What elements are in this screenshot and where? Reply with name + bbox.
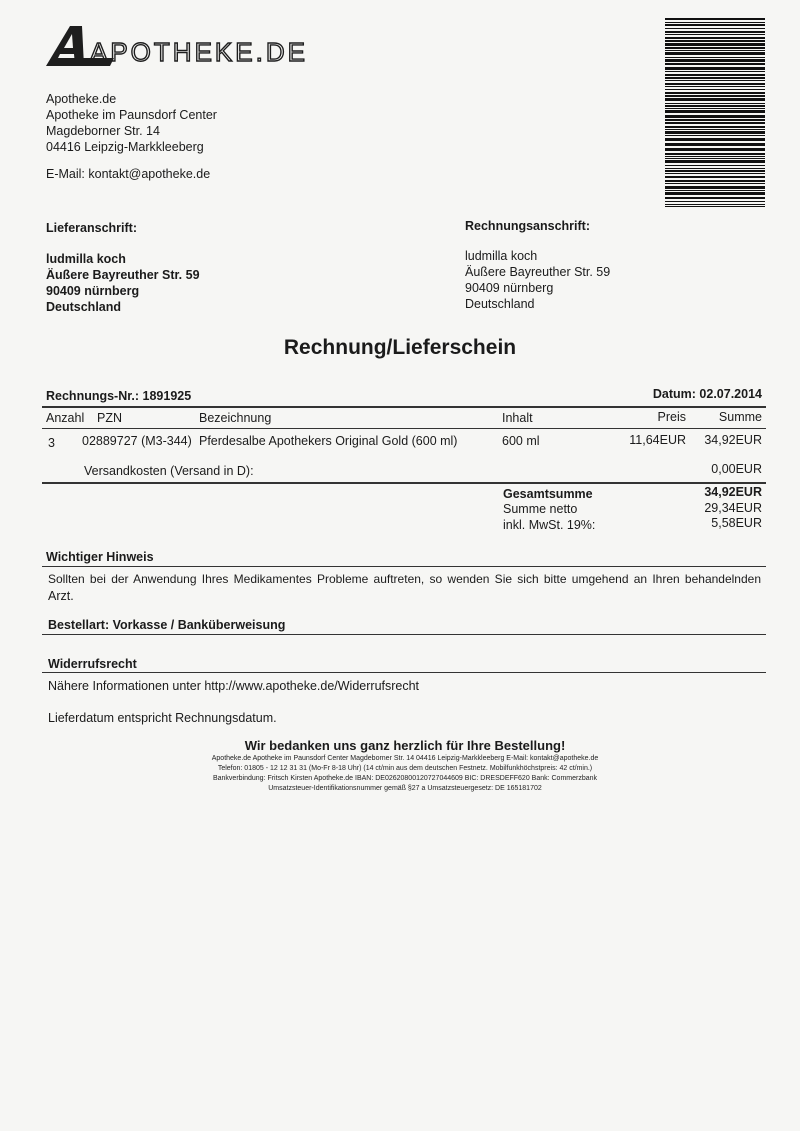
delivery-address-label: Lieferanschrift: <box>46 221 137 235</box>
barcode-bar <box>665 160 765 163</box>
billing-line: 90409 nürnberg <box>465 281 554 295</box>
barcode-bar <box>665 92 765 94</box>
barcode-bar <box>665 129 765 130</box>
billing-line: Äußere Bayreuther Str. 59 <box>465 265 611 279</box>
barcode-bar <box>665 165 765 166</box>
barcode-bar <box>665 74 765 76</box>
barcode-bar <box>665 77 765 79</box>
col-header-pzn: PZN <box>97 411 122 425</box>
apotheke-logo <box>44 22 344 72</box>
barcode-bar <box>665 105 765 107</box>
barcode-bar <box>665 158 765 159</box>
barcode <box>665 18 765 210</box>
barcode-bar <box>665 34 765 35</box>
barcode-bar <box>665 43 765 46</box>
col-header-price: Preis <box>657 410 686 424</box>
barcode-bar <box>665 63 765 65</box>
barcode-bar <box>665 67 765 70</box>
barcode-bar <box>665 50 765 51</box>
document-title: Rechnung/Lieferschein <box>283 336 517 359</box>
order-type: Bestellart: Vorkasse / Banküberweisung <box>48 618 286 632</box>
row-qty: 3 <box>48 436 55 450</box>
barcode-bar <box>665 190 765 191</box>
footer-thanks: Wir bedanken uns ganz herzlich für Ihre Bestellung! <box>244 738 566 753</box>
barcode-bar <box>665 180 765 182</box>
total-vat-label: inkl. MwSt. 19%: <box>503 518 596 532</box>
delivery-line: Äußere Bayreuther Str. 59 <box>46 268 200 282</box>
barcode-bar <box>665 24 765 26</box>
barcode-bar <box>665 80 765 81</box>
delivery-date-note: Lieferdatum entspricht Rechnungsdatum. <box>48 711 277 725</box>
barcode-bar <box>665 31 765 33</box>
barcode-bar <box>665 156 765 157</box>
footer-line: Apotheke.de Apotheke im Paunsdorf Center Magdeborner Str. 14 04416 Leipzig-Markkleeberg E-Mail: kontakt@apotheke.de <box>211 755 599 762</box>
barcode-bar <box>665 204 765 205</box>
barcode-bar <box>665 71 765 72</box>
barcode-bar <box>665 83 765 85</box>
row-price: 11,64EUR <box>629 433 686 447</box>
col-header-sum: Summe <box>718 410 762 424</box>
barcode-bar <box>665 95 765 97</box>
total-net-value: 29,34EUR <box>704 501 762 515</box>
total-gross-value: 34,92EUR <box>704 485 762 499</box>
barcode-bar <box>665 143 765 146</box>
barcode-bar <box>665 52 765 55</box>
notice-text-line1: Sollten bei der Anwendung Ihres Medikamentes Probleme auftreten, so wenden Sie sich bitte umgehend an Ihren behandelnden <box>48 572 761 586</box>
divider <box>42 672 766 673</box>
barcode-bar <box>665 186 765 189</box>
barcode-bar <box>665 18 765 20</box>
divider <box>42 406 766 408</box>
barcode-bar <box>665 183 765 184</box>
barcode-bar <box>665 122 765 124</box>
notice-title: Wichtiger Hinweis <box>46 550 154 564</box>
logo-text: APOTHEKE.DE <box>90 37 308 67</box>
footer-line: Umsatzsteuer-Identifikationsnummer gemäß §27 a Umsatzsteuergesetz: DE 165181702 <box>268 785 542 792</box>
withdrawal-title: Widerrufsrecht <box>48 657 137 671</box>
barcode-bar <box>665 131 765 134</box>
barcode-bar <box>665 192 765 195</box>
sender-line: 04416 Leipzig-Markkleeberg <box>46 140 204 154</box>
barcode-bar <box>665 138 765 141</box>
total-net-label: Summe netto <box>503 502 578 516</box>
row-desc: Pferdesalbe Apothekers Original Gold (600 ml) <box>199 434 458 448</box>
col-header-content: Inhalt <box>502 411 533 425</box>
shipping-label: Versandkosten (Versand in D): <box>84 464 254 478</box>
row-sum: 34,92EUR <box>704 433 762 447</box>
delivery-line: Deutschland <box>46 300 122 314</box>
barcode-bar <box>665 86 765 87</box>
footer-line: Bankverbindung: Fritsch Kirsten Apotheke.de IBAN: DE02620800120727044609 BIC: DRESDEFF620 Bank: Commerzbank <box>212 775 598 782</box>
row-content: 600 ml <box>502 434 540 448</box>
sender-line: Apotheke.de <box>46 92 117 106</box>
barcode-bar <box>665 98 765 101</box>
barcode-bar <box>665 47 765 49</box>
total-vat-value: 5,58EUR <box>711 516 762 530</box>
barcode-bar <box>665 37 765 39</box>
billing-address <box>465 248 610 312</box>
barcode-bar <box>665 119 765 121</box>
delivery-line: 90409 nürnberg <box>46 284 140 298</box>
barcode-bar <box>665 153 765 155</box>
withdrawal-text: Nähere Informationen unter http://www.apotheke.de/Widerrufsrecht <box>48 679 420 693</box>
divider <box>42 482 766 484</box>
footer-line: Telefon: 01805 - 12 12 31 31 (Mo-Fr 8-18 Uhr) (14 ct/min aus dem deutschen Festnetz. Mobilfunkhöchstpreis: 42 ct/min.) <box>217 765 593 772</box>
barcode-bar <box>665 206 765 207</box>
col-header-qty: Anzahl <box>46 411 85 425</box>
billing-address-label: Rechnungsanschrift: <box>465 219 591 233</box>
divider <box>42 566 766 567</box>
barcode-bar <box>665 59 765 62</box>
total-gross-label: Gesamtsumme <box>503 487 593 501</box>
invoice-number: Rechnungs-Nr.: 1891925 <box>46 389 192 403</box>
barcode-bar <box>665 28 765 29</box>
barcode-bar <box>665 126 765 128</box>
barcode-bar <box>665 148 765 151</box>
col-header-desc: Bezeichnung <box>199 411 272 425</box>
sender-line: Apotheke im Paunsdorf Center <box>46 108 217 122</box>
barcode-bar <box>665 110 765 113</box>
footer-legal <box>0 754 800 794</box>
delivery-address <box>46 251 200 315</box>
barcode-bar <box>665 173 765 174</box>
barcode-bar <box>665 103 765 104</box>
barcode-bar <box>665 197 765 199</box>
notice-text-line2: Arzt. <box>48 589 74 603</box>
barcode-bar <box>665 135 765 136</box>
barcode-bar <box>665 89 765 90</box>
billing-line: Deutschland <box>465 297 535 311</box>
barcode-bar <box>665 170 765 172</box>
barcode-bar <box>665 168 765 169</box>
barcode-bar <box>665 201 765 202</box>
barcode-bar <box>665 57 765 58</box>
barcode-bar <box>665 22 765 23</box>
delivery-line: ludmilla koch <box>46 252 126 266</box>
sender-address <box>46 91 217 155</box>
shipping-value: 0,00EUR <box>711 462 762 476</box>
barcode-bar <box>665 176 765 178</box>
sender-line: Magdeborner Str. 14 <box>46 124 160 138</box>
barcode-bar <box>665 115 765 118</box>
row-pzn: 02889727 (M3-344) <box>82 434 192 448</box>
barcode-bar <box>665 40 765 42</box>
barcode-bar <box>665 108 765 109</box>
billing-line: ludmilla koch <box>465 249 538 263</box>
divider <box>42 428 766 429</box>
invoice-date: Datum: 02.07.2014 <box>652 387 762 401</box>
divider <box>42 634 766 635</box>
sender-email: E-Mail: kontakt@apotheke.de <box>46 167 211 181</box>
